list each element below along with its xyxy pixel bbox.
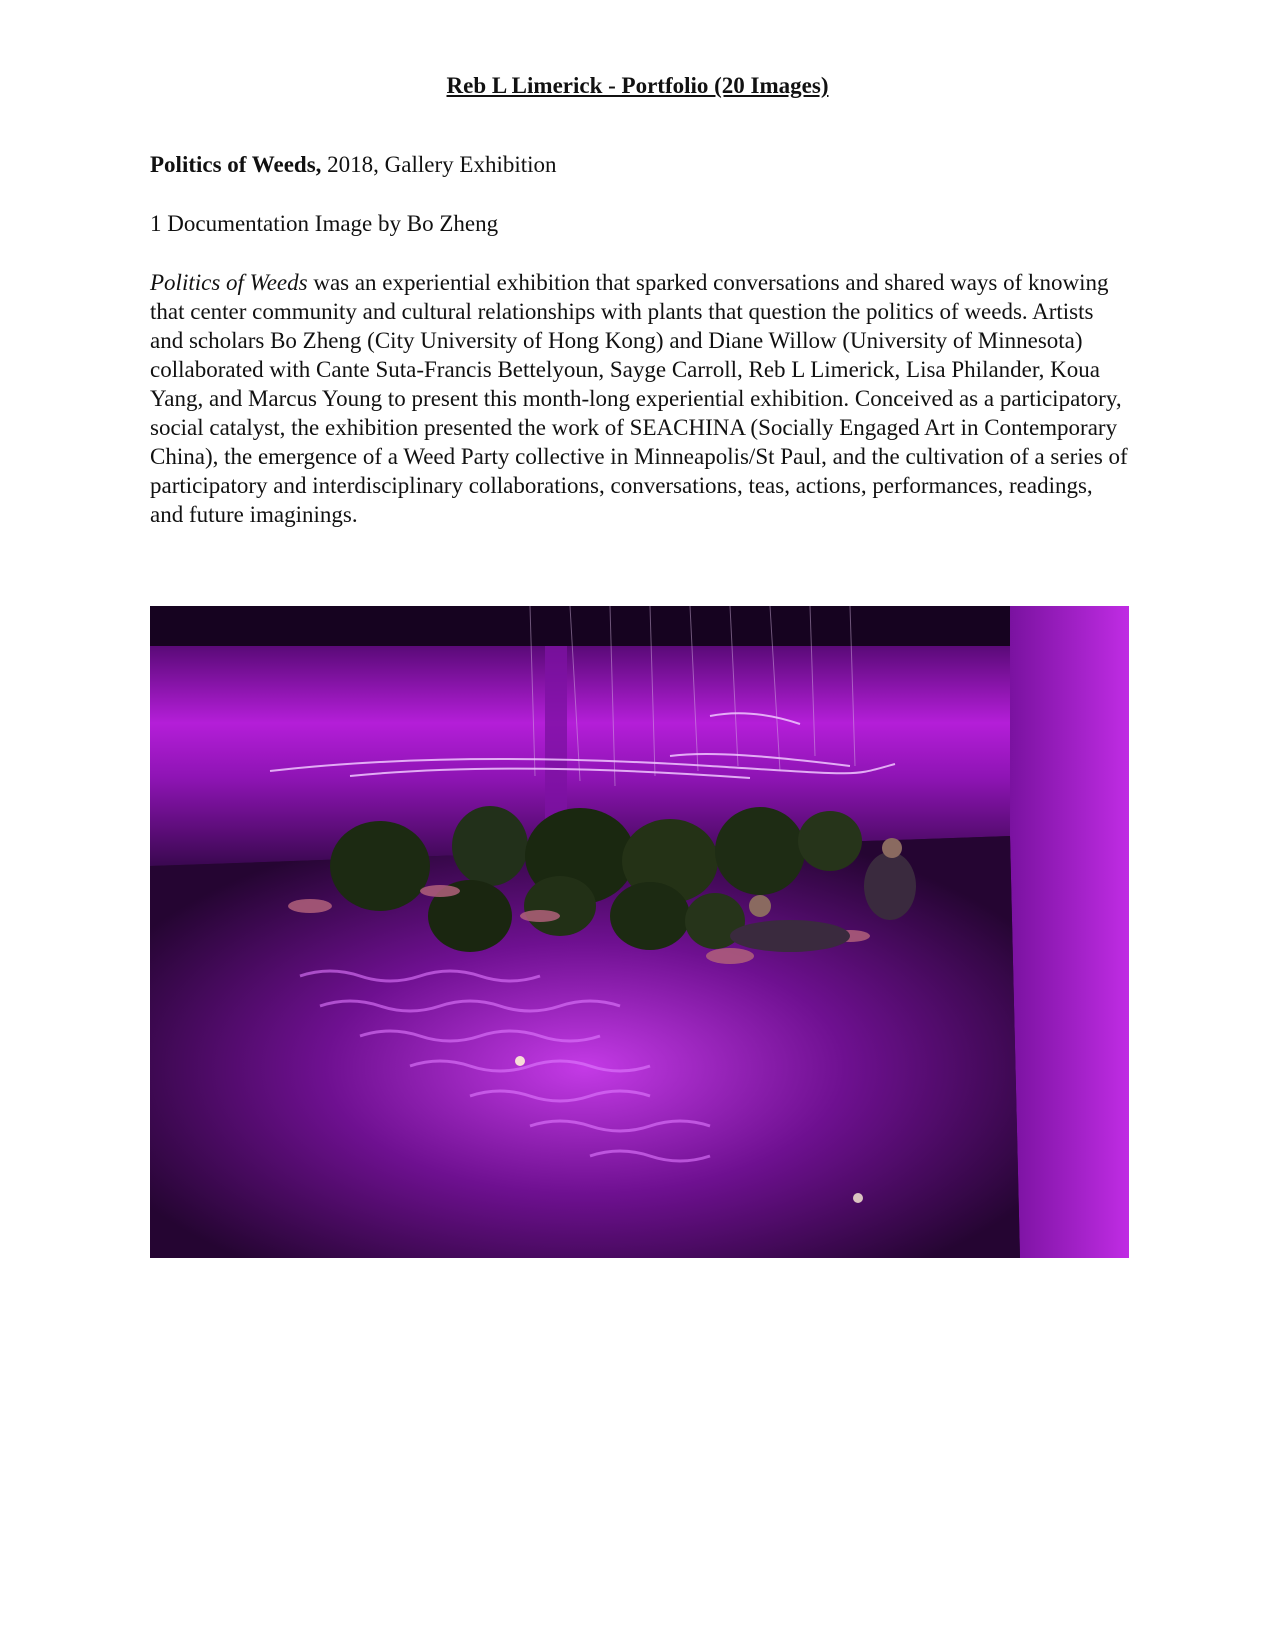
work-year-type: 2018, Gallery Exhibition [321, 152, 557, 177]
ceiling [150, 606, 1129, 646]
exhibition-photo [150, 606, 1129, 1258]
work-heading [150, 150, 1130, 179]
work-description-title: Politics of Weeds [150, 270, 308, 295]
floor-highlight [853, 1193, 863, 1203]
work-description [150, 268, 1130, 529]
work-description-body: was an experiential exhibition that sparked conversations and shared ways of knowing that center community and cultural relationships with plants that question the politics of weeds. Artists and scholars Bo Zheng (City University of Hong Kong) and Diane Willow (University of Minnesota) collaborated with Cante Suta-Francis Bettelyoun, Sayge Carroll, Reb L Limerick, Lisa Philander, Koua Yang, and Marcus Young to present this month-long experiential exhibition. Conceived as a participatory, social catalyst, the exhibition presented the work of SEACHINA (Socially Engaged Art in Contemporary China), the emergence of a Weed Party collective in Minneapolis/St Paul, and the cultivation of a series of participatory and interdisciplinary collaborations, conversations, teas, actions, performances, readings, and future imaginings. [150, 270, 1128, 527]
page-title: Reb L Limerick - Portfolio (20 Images) [446, 73, 829, 98]
work-name: Politics of Weeds, [150, 152, 322, 177]
photo-credit: 1 Documentation Image by Bo Zheng [150, 211, 499, 236]
floor-highlight [515, 1056, 525, 1066]
exhibition-photo-illustration [150, 606, 1129, 1258]
right-wall [1010, 606, 1129, 1258]
